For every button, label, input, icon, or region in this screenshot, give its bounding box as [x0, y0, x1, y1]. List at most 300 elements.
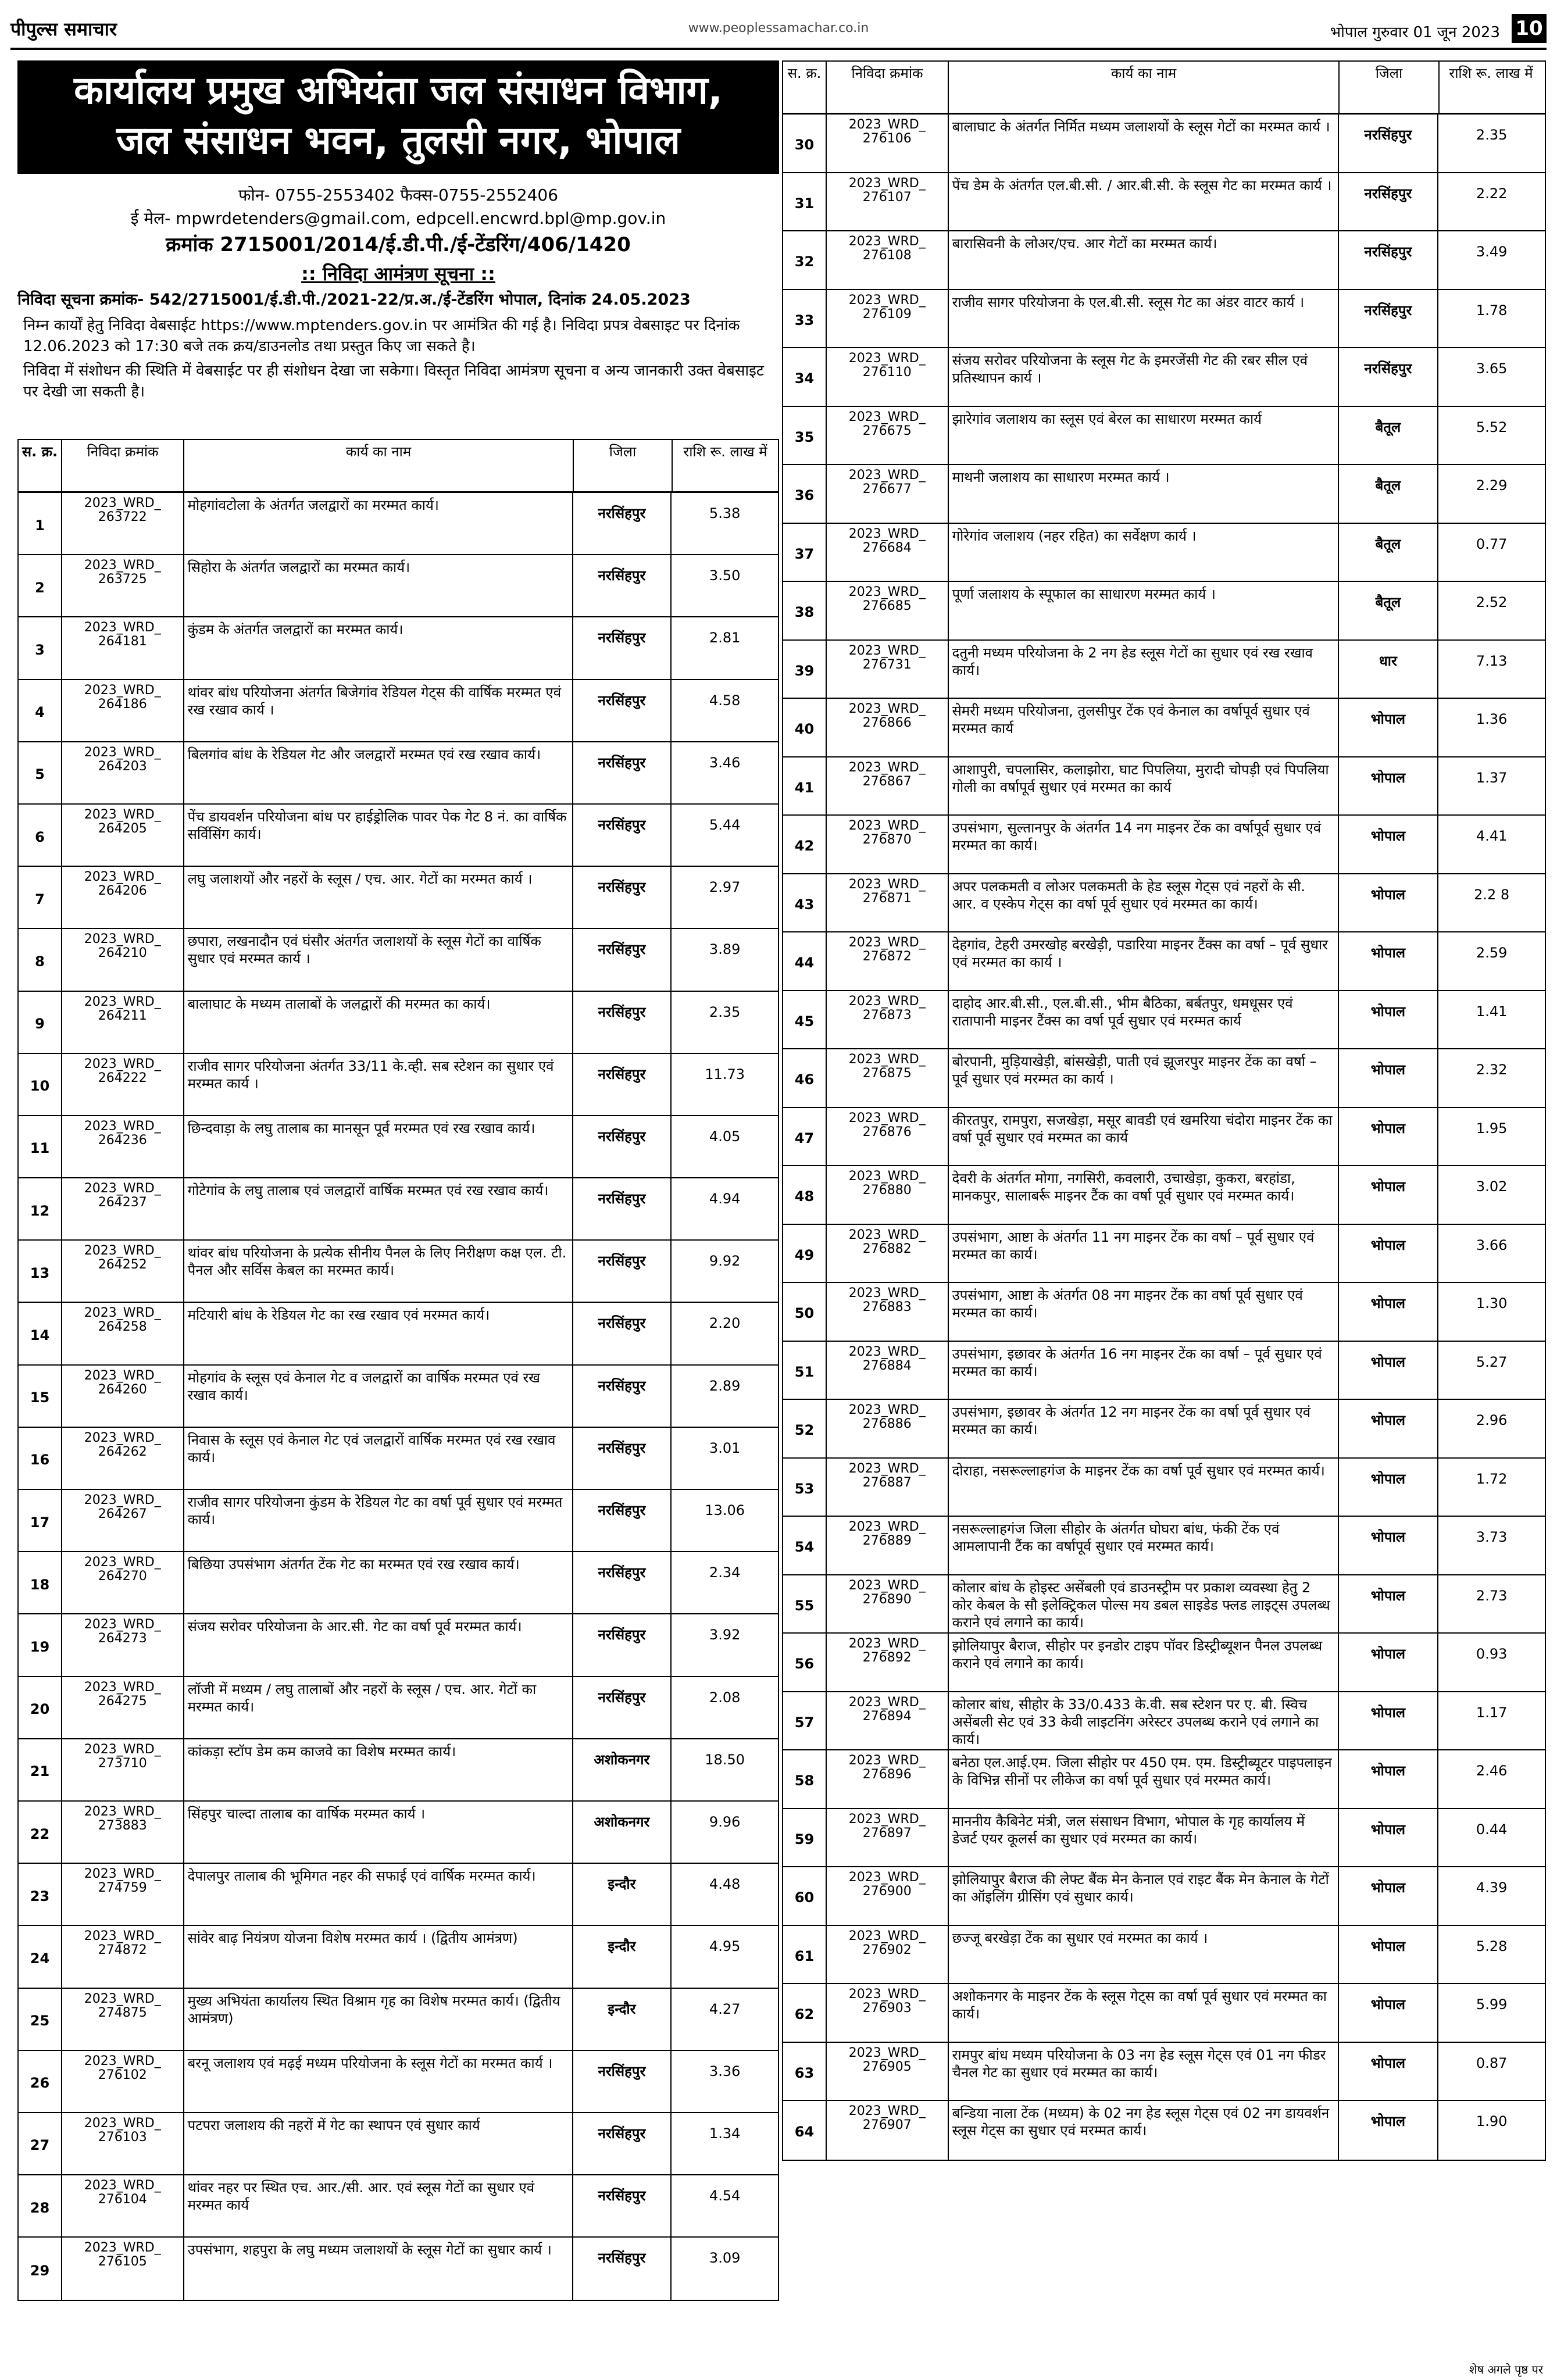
district: नरसिंहपुर	[1339, 348, 1439, 406]
tender-number: 2023_WRD_ 276109	[827, 290, 949, 348]
table-row	[783, 173, 1545, 232]
district: नरसिंहपुर	[573, 1490, 672, 1551]
district: बैतूल	[1339, 582, 1439, 639]
table-row	[783, 290, 1545, 349]
serial-number: 9	[19, 992, 62, 1053]
notice-title: :: निविदा आमंत्रण सूचना ::	[301, 263, 495, 285]
serial-number: 54	[783, 1517, 827, 1574]
tender-number: 2023_WRD_ 276882	[827, 1225, 949, 1282]
serial-number: 27	[19, 2113, 62, 2174]
serial-number: 12	[19, 1178, 62, 1239]
serial-number: 7	[19, 867, 62, 928]
work-name: पेंच डायवर्शन परियोजना बांध पर हाईड्रोलिक पावर पेक गेट 8 नं. का वार्षिक सर्विसिंग कार्य।	[184, 805, 573, 866]
amount-lakh: 3.46	[709, 754, 741, 771]
serial-number: 49	[783, 1225, 827, 1282]
serial-number: 14	[19, 1303, 62, 1364]
serial-number: 25	[19, 1989, 62, 2050]
district: धार	[1339, 641, 1439, 698]
work-name: पूर्णा जलाशय के स्पूफाल का साधारण मरम्मत कार्य ।	[949, 582, 1339, 639]
amount-lakh: 4.94	[709, 1191, 741, 1207]
amount-lakh: 1.36	[1476, 711, 1508, 727]
district: नरसिंहपुर	[573, 2051, 672, 2112]
amount-lakh: 3.66	[1476, 1237, 1508, 1253]
serial-number: 35	[783, 407, 827, 464]
tender-table-left	[17, 439, 779, 2301]
table-row	[783, 1692, 1545, 1751]
amount-lakh: 3.36	[709, 2063, 741, 2079]
notice-paragraph-2: निविदा में संशोधन की स्थिति में वेबसाईट पर ही संशोधन देखा जा सकेगा। विस्तृत निविदा आमंत्रण सूचना व अन्य जानकारी उक्त वेबसाइट पर देखी जा सकती है।	[23, 362, 765, 401]
serial-number: 56	[783, 1634, 827, 1691]
amount-lakh: 3.50	[709, 567, 741, 584]
tender-number: 2023_WRD_ 264252	[62, 1241, 184, 1302]
district: नरसिंहपुर	[1339, 115, 1439, 172]
district: नरसिंहपुर	[573, 2175, 672, 2236]
district: नरसिंहपुर	[573, 1054, 672, 1115]
district: नरसिंहपुर	[573, 680, 672, 741]
table-row	[19, 1428, 778, 1490]
amount-lakh: 5.44	[709, 816, 741, 833]
serial-number: 37	[783, 524, 827, 581]
district: भोपाल	[1339, 932, 1439, 990]
work-name: थांवर नहर पर स्थित एच. आर./सी. आर. एवं स्लूस गेटों का सुधार एवं मरम्मत कार्य	[184, 2175, 573, 2236]
tender-number: 2023_WRD_ 264273	[62, 1614, 184, 1675]
table-body	[19, 493, 778, 2300]
office-header-banner	[17, 60, 779, 174]
serial-number: 41	[783, 757, 827, 815]
work-name: उपसंभाग, इछावर के अंतर्गत 12 नग माइनर टेंक का वर्षा पूर्व सुधार एवं मरम्मत का कार्य।	[949, 1400, 1339, 1457]
tender-number: 2023_WRD_ 264211	[62, 992, 184, 1053]
table-row	[19, 1864, 778, 1926]
table-row	[19, 1802, 778, 1864]
table-header	[19, 439, 778, 493]
office-title-line2: जल संसाधन भवन, तुलसी नगर, भोपाल	[116, 118, 680, 163]
amount-lakh: 2.59	[1476, 945, 1508, 961]
tender-number: 2023_WRD_ 276871	[827, 874, 949, 932]
serial-number: 42	[783, 816, 827, 873]
work-name: माथनी जलाशय का साधारण मरम्मत कार्य ।	[949, 465, 1339, 523]
table-row	[19, 1739, 778, 1802]
tender-number: 2023_WRD_ 276902	[827, 1926, 949, 1984]
tender-number: 2023_WRD_ 276872	[827, 932, 949, 990]
tender-number: 2023_WRD_ 276880	[827, 1166, 949, 1224]
work-name: झारेगांव जलाशय का स्लूस एवं बेरल का साधारण मरम्मत कार्य	[949, 407, 1339, 464]
amount-lakh: 1.78	[1476, 302, 1508, 319]
amount-lakh: 1.17	[1476, 1704, 1508, 1721]
serial-number: 28	[19, 2175, 62, 2236]
serial-number: 11	[19, 1116, 62, 1177]
tender-table-right	[782, 60, 1546, 2161]
work-name: छज्जू बरखेड़ा टेंक का सुधार एवं मरम्मत का कार्य ।	[949, 1926, 1339, 1984]
table-row	[783, 1634, 1545, 1692]
tender-number: 2023_WRD_ 276684	[827, 524, 949, 581]
work-name: रामपुर बांध मध्यम परियोजना के 03 नग हेड स्लूस गेट्स एवं 01 नग फीडर चैनल गेट का सुधार एवं मरम्मत का कार्य।	[949, 2043, 1339, 2100]
work-name: थांवर बांध परियोजना के प्रत्येक सीनीय पैनल के लिए निरीक्षण कक्ष एल. टी. पैनल और सर्विस केबल का मरम्मत कार्य।	[184, 1241, 573, 1302]
serial-number: 36	[783, 465, 827, 523]
tender-number: 2023_WRD_ 276892	[827, 1634, 949, 1691]
header-work: कार्य का नाम	[949, 62, 1340, 113]
amount-lakh: 1.72	[1476, 1470, 1508, 1487]
header-amount: राशि रू. लाख में	[683, 444, 767, 460]
work-name: राजीव सागर परियोजना के एल.बी.सी. स्लूस गेट का अंडर वाटर कार्य ।	[949, 290, 1339, 348]
table-row	[19, 2175, 778, 2238]
serial-number: 24	[19, 1926, 62, 1987]
phone-fax: फोन- 0755-2553402 फैक्स-0755-2552406	[238, 185, 559, 205]
tender-number: 2023_WRD_ 264181	[62, 617, 184, 678]
serial-number: 61	[783, 1926, 827, 1984]
tender-number: 2023_WRD_ 274759	[62, 1864, 184, 1925]
district: भोपाल	[1339, 1400, 1439, 1457]
header-sn: स. क्र.	[19, 440, 62, 491]
district: भोपाल	[1339, 874, 1439, 932]
amount-lakh: 2.52	[1476, 594, 1508, 610]
work-name: सांवेर बाढ़ नियंत्रण योजना विशेष मरम्मत कार्य । (द्वितीय आमंत्रण)	[184, 1926, 573, 1987]
serial-number: 50	[783, 1283, 827, 1341]
district: नरसिंहपुर	[1339, 173, 1439, 231]
district: भोपाल	[1339, 1575, 1439, 1633]
work-name: कांकड़ा स्टॉप डेम कम काजवे का विशेष मरम्मत कार्य।	[184, 1739, 573, 1800]
district: भोपाल	[1339, 1634, 1439, 1691]
table-row	[783, 348, 1545, 407]
serial-number: 64	[783, 2101, 827, 2160]
district: भोपाल	[1339, 1867, 1439, 1925]
table-row	[19, 1241, 778, 1303]
tender-number: 2023_WRD_ 264203	[62, 742, 184, 803]
tender-number: 2023_WRD_ 276105	[62, 2238, 184, 2300]
amount-lakh: 2.89	[709, 1377, 741, 1394]
email-line: ई मेल- mpwrdetenders@gmail.com, edpcell.encwrd.bpl@mp.gov.in	[130, 209, 666, 228]
tender-number: 2023_WRD_ 276870	[827, 816, 949, 873]
table-row	[783, 699, 1545, 757]
table-row	[783, 524, 1545, 583]
serial-number: 59	[783, 1809, 827, 1867]
serial-number: 23	[19, 1864, 62, 1925]
district: भोपाल	[1339, 1049, 1439, 1107]
work-name: बालाघाट के अंतर्गत निर्मित मध्यम जलाशयों के स्लूस गेटों का मरम्मत कार्य ।	[949, 115, 1339, 172]
work-name: अपर पलकमती व लोअर पलकमती के हेड स्लूस गेट्स एवं नहरों के सी. आर. व एस्केप गेट्स का वर्षा पूर्व सुधार एवं मरम्मत का कार्य।	[949, 874, 1339, 932]
serial-number: 18	[19, 1552, 62, 1613]
work-name: दाहोद आर.बी.सी., एल.बी.सी., भीम बैठिका, बर्बतपुर, धमधूसर एवं रातापानी माइनर टैंक्स का वर्षा पूर्व सुधार एवं मरम्मत कार्य	[949, 991, 1339, 1049]
table-row	[783, 1108, 1545, 1167]
tender-number: 2023_WRD_ 264270	[62, 1552, 184, 1613]
work-name: गोरेगांव जलाशय (नहर रहित) का सर्वेक्षण कार्य ।	[949, 524, 1339, 581]
serial-number: 58	[783, 1750, 827, 1808]
amount-lakh: 0.87	[1476, 2054, 1508, 2071]
serial-number: 53	[783, 1459, 827, 1516]
serial-number: 40	[783, 699, 827, 756]
district: नरसिंहपुर	[573, 992, 672, 1053]
amount-lakh: 3.92	[709, 1627, 741, 1643]
district: भोपाल	[1339, 1926, 1439, 1984]
serial-number: 3	[19, 617, 62, 678]
amount-lakh: 0.93	[1476, 1646, 1508, 1662]
work-name: उपसंभाग, शहपुरा के लघु मध्यम जलाशयों के स्लूस गेटों का सुधार कार्य ।	[184, 2238, 573, 2300]
tender-number: 2023_WRD_ 264210	[62, 929, 184, 990]
table-row	[783, 1575, 1545, 1634]
table-row	[783, 2043, 1545, 2102]
serial-number: 38	[783, 582, 827, 639]
amount-lakh: 0.44	[1476, 1821, 1508, 1838]
district: बैतूल	[1339, 524, 1439, 581]
amount-lakh: 13.06	[705, 1502, 745, 1518]
work-name: दोराहा, नसरूल्लाहगंज के माइनर टेंक का वर्षा पूर्व सुधार एवं मरम्मत कार्य।	[949, 1459, 1339, 1516]
serial-number: 43	[783, 874, 827, 932]
amount-lakh: 5.27	[1476, 1353, 1508, 1370]
table-header	[783, 60, 1545, 115]
serial-number: 19	[19, 1614, 62, 1675]
work-name: दतुनी मध्यम परियोजना के 2 नग हेड स्लूस गेटों का सुधार एवं रख रखाव कार्य।	[949, 641, 1339, 698]
district: भोपाल	[1339, 1166, 1439, 1224]
serial-number: 34	[783, 348, 827, 406]
district: अशोकनगर	[573, 1739, 672, 1800]
district: बैतूल	[1339, 407, 1439, 464]
header-work: कार्य का नाम	[184, 440, 574, 491]
serial-number: 63	[783, 2043, 827, 2100]
work-name: सिहोरा के अंतर्गत जलद्वारों का मरम्मत कार्य।	[184, 555, 573, 616]
tender-number: 2023_WRD_ 276900	[827, 1867, 949, 1925]
work-name: देपालपुर तालाब की भूमिगत नहर की सफाई एवं वार्षिक मरम्मत कार्य।	[184, 1864, 573, 1925]
work-name: कोलार बांध, सीहोर के 33/0.433 के.वी. सब स्टेशन पर ए. बी. स्विच असेंबली सेट एवं 33 केवी लाइटनिंग अरेस्टर उपलब्ध कराने एवं लगाने का कार्य।	[949, 1692, 1339, 1750]
serial-number: 6	[19, 805, 62, 866]
table-row	[783, 1166, 1545, 1225]
amount-lakh: 5.99	[1476, 1996, 1508, 2013]
tender-number: 2023_WRD_ 264205	[62, 805, 184, 866]
work-name: पेंच डेम के अंतर्गत एल.बी.सी. / आर.बी.सी. के स्लूस गेट का मरम्मत कार्य ।	[949, 173, 1339, 231]
amount-lakh: 3.65	[1476, 360, 1508, 377]
serial-number: 55	[783, 1575, 827, 1633]
work-name: राजीव सागर परियोजना कुंडम के रेडियल गेट का वर्षा पूर्व सुधार एवं मरम्मत कार्य।	[184, 1490, 573, 1551]
amount-lakh: 1.90	[1476, 2113, 1508, 2129]
table-row	[783, 231, 1545, 290]
tender-number: 2023_WRD_ 276897	[827, 1809, 949, 1867]
table-row	[19, 1677, 778, 1739]
tender-number: 2023_WRD_ 276905	[827, 2043, 949, 2100]
district: भोपाल	[1339, 2043, 1439, 2100]
district: भोपाल	[1339, 1342, 1439, 1399]
serial-number: 29	[19, 2238, 62, 2300]
amount-lakh: 2.29	[1476, 477, 1508, 494]
serial-number: 15	[19, 1366, 62, 1427]
table-row	[19, 929, 778, 991]
amount-lakh: 2.32	[1476, 1062, 1508, 1078]
table-row	[783, 1809, 1545, 1868]
table-row	[19, 555, 778, 617]
work-name: बारासिवनी के लोअर/एच. आर गेटों का मरम्मत कार्य।	[949, 231, 1339, 289]
table-row	[783, 1342, 1545, 1400]
work-name: देहगांव, टेहरी उमरखोह बरखेड़ी, पडारिया माइनर टैंक्स का वर्षा – पूर्व सुधार एवं मरम्मत का कार्य ।	[949, 932, 1339, 990]
amount-lakh: 3.73	[1476, 1529, 1508, 1545]
district: भोपाल	[1339, 1984, 1439, 2042]
masthead	[10, 13, 1547, 50]
amount-lakh: 4.95	[709, 1938, 741, 1955]
tender-number: 2023_WRD_ 263722	[62, 493, 184, 554]
district: नरसिंहपुर	[1339, 290, 1439, 348]
amount-lakh: 9.96	[709, 1813, 741, 1830]
work-name: नसरूल्लाहगंज जिला सीहोर के अंतर्गत घोघरा बांध, फंकी टेंक एवं आमलापानी टैंक का वर्षापूर्व सुधार एवं मरम्मत कार्य।	[949, 1517, 1339, 1574]
district: इन्दौर	[573, 1989, 672, 2050]
table-row	[19, 1366, 778, 1428]
serial-number: 44	[783, 932, 827, 990]
tender-number: 2023_WRD_ 264186	[62, 680, 184, 741]
amount-lakh: 2.97	[709, 879, 741, 896]
tender-number: 2023_WRD_ 276894	[827, 1692, 949, 1750]
table-row	[19, 2051, 778, 2113]
work-name: मोहगांव के स्लूस एवं केनाल गेट व जलद्वारों का वार्षिक मरम्मत एवं रख रखाव कार्य।	[184, 1366, 573, 1427]
district: नरसिंहपुर	[573, 2238, 672, 2300]
page-number: 10	[1512, 14, 1547, 43]
district: भोपाल	[1339, 1108, 1439, 1166]
district: अशोकनगर	[573, 1802, 672, 1863]
serial-number: 26	[19, 2051, 62, 2112]
table-row	[783, 115, 1545, 173]
table-row	[783, 1867, 1545, 1926]
amount-lakh: 3.89	[709, 941, 741, 958]
tender-number: 2023_WRD_ 264237	[62, 1178, 184, 1239]
district: नरसिंहपुर	[573, 742, 672, 803]
district: भोपाल	[1339, 816, 1439, 873]
serial-number: 30	[783, 115, 827, 172]
tender-number: 2023_WRD_ 276903	[827, 1984, 949, 2042]
district: भोपाल	[1339, 1283, 1439, 1341]
table-row	[783, 582, 1545, 641]
reference-number: क्रमांक 2715001/2014/ई.डी.पी./ई-टेंडरिंग/406/1420	[166, 233, 631, 256]
table-row	[19, 2238, 778, 2300]
district: इन्दौर	[573, 1926, 672, 1987]
amount-lakh: 2.2 8	[1474, 886, 1510, 903]
tender-number: 2023_WRD_ 264206	[62, 867, 184, 928]
district: नरसिंहपुर	[573, 493, 672, 554]
amount-lakh: 4.58	[709, 692, 741, 709]
header-amount: राशि रू. लाख में	[1449, 65, 1533, 81]
district: नरसिंहपुर	[573, 1366, 672, 1427]
serial-number: 57	[783, 1692, 827, 1750]
work-name: छपारा, लखनादौन एवं घंसौर अंतर्गत जलाशयों के स्लूस गेटों का वार्षिक सुधार एवं मरम्मत कार्य ।	[184, 929, 573, 990]
district: नरसिंहपुर	[573, 1552, 672, 1613]
district: भोपाल	[1339, 1517, 1439, 1574]
work-name: लघु जलाशयों और नहरों के स्लूस / एच. आर. गेटों का मरम्मत कार्य ।	[184, 867, 573, 928]
serial-number: 62	[783, 1984, 827, 2042]
work-name: देवरी के अंतर्गत मोगा, नगसिरी, कवलारी, उचाखेड़ा, कुकरा, बरहांडा, मानकपुर, सालाबर्रू माइनर टैंक का वर्षा पूर्व सुधार एवं मरम्मत कार्य।	[949, 1166, 1339, 1224]
amount-lakh: 2.08	[709, 1689, 741, 1706]
tender-number: 2023_WRD_ 274872	[62, 1926, 184, 1987]
tender-number: 2023_WRD_ 276867	[827, 757, 949, 815]
amount-lakh: 5.52	[1476, 419, 1508, 435]
work-name: मोहगांवटोला के अंतर्गत जलद्वारों का मरम्मत कार्य।	[184, 493, 573, 554]
table-row	[19, 2113, 778, 2175]
tender-number: 2023_WRD_ 273883	[62, 1802, 184, 1863]
district: भोपाल	[1339, 1459, 1439, 1516]
work-name: झोलियापुर बैराज की लेफ्ट बैंक मेन केनाल एवं राइट बैंक मेन केनाल के गेटों का ऑइलिंग ग्रीसिंग एवं सुधार कार्य।	[949, 1867, 1339, 1925]
table-row	[19, 680, 778, 742]
work-name: निवास के स्लूस एवं केनाल गेट एवं जलद्वारों वार्षिक मरम्मत एवं रख रखाव कार्य।	[184, 1428, 573, 1489]
amount-lakh: 2.34	[709, 1564, 741, 1581]
serial-number: 2	[19, 555, 62, 616]
table-row	[19, 1552, 778, 1614]
work-name: उपसंभाग, आष्टा के अंतर्गत 11 नग माइनर टेंक का वर्षा – पूर्व सुधार एवं मरम्मत का कार्य।	[949, 1225, 1339, 1282]
table-row	[783, 757, 1545, 816]
amount-lakh: 5.28	[1476, 1938, 1508, 1954]
notice-reference: निविदा सूचना क्रमांक- 542/2715001/ई.डी.पी./2021-22/प्र.अ./ई-टेंडरिंग भोपाल, दिनांक 24.05.2023	[17, 291, 691, 309]
tender-number: 2023_WRD_ 264262	[62, 1428, 184, 1489]
amount-lakh: 1.37	[1476, 769, 1508, 786]
table-row	[19, 867, 778, 929]
table-row	[19, 992, 778, 1054]
serial-number: 5	[19, 742, 62, 803]
district: नरसिंहपुर	[573, 1428, 672, 1489]
tender-number: 2023_WRD_ 276675	[827, 407, 949, 464]
tender-number: 2023_WRD_ 264267	[62, 1490, 184, 1551]
header-district: जिला	[1340, 62, 1440, 113]
district: नरसिंहपुर	[573, 929, 672, 990]
table-row	[19, 1926, 778, 1988]
district: नरसिंहपुर	[573, 1241, 672, 1302]
table-row	[19, 1303, 778, 1365]
serial-number: 51	[783, 1342, 827, 1399]
district: नरसिंहपुर	[1339, 231, 1439, 289]
table-row	[783, 1283, 1545, 1342]
work-name: बोरपानी, मुड़ियाखेड़ी, बांसखेड़ी, पाती एवं झूजरपुर माइनर टेंक का वर्षा – पूर्व सुधार एवं मरम्मत का कार्य ।	[949, 1049, 1339, 1107]
table-row	[783, 407, 1545, 466]
tender-number: 2023_WRD_ 276103	[62, 2113, 184, 2174]
amount-lakh: 2.35	[1476, 127, 1508, 143]
amount-lakh: 3.01	[709, 1439, 741, 1456]
district: नरसिंहपुर	[573, 1178, 672, 1239]
work-name: उपसंभाग, इछावर के अंतर्गत 16 नग माइनर टेंक का वर्षा – पूर्व सुधार एवं मरम्मत का कार्य।	[949, 1342, 1339, 1399]
amount-lakh: 3.49	[1476, 244, 1508, 260]
tender-number: 2023_WRD_ 276102	[62, 2051, 184, 2112]
tender-number: 2023_WRD_ 276875	[827, 1049, 949, 1107]
tender-number: 2023_WRD_ 264222	[62, 1054, 184, 1115]
work-name: संजय सरोवर परियोजना के स्लूस गेट के इमरजेंसी गेट की रबर सील एवं प्रतिस्थापन कार्य ।	[949, 348, 1339, 406]
work-name: मटियारी बांध के रेडियल गेट का रख रखाव एवं मरम्मत कार्य।	[184, 1303, 573, 1364]
table-row	[783, 1225, 1545, 1284]
tender-number: 2023_WRD_ 276884	[827, 1342, 949, 1399]
work-name: छिन्दवाड़ा के लघु तालाब का मानसून पूर्व मरम्मत एवं रख रखाव कार्य।	[184, 1116, 573, 1177]
amount-lakh: 7.13	[1476, 652, 1508, 669]
header-district: जिला	[574, 440, 673, 491]
table-row	[783, 1517, 1545, 1575]
serial-number: 39	[783, 641, 827, 698]
district: नरसिंहपुर	[573, 617, 672, 678]
table-row	[19, 1178, 778, 1241]
district: नरसिंहपुर	[573, 1116, 672, 1177]
tender-number: 2023_WRD_ 276677	[827, 465, 949, 523]
tender-number: 2023_WRD_ 263725	[62, 555, 184, 616]
serial-number: 48	[783, 1166, 827, 1224]
table-row	[19, 742, 778, 805]
amount-lakh: 4.54	[709, 2188, 741, 2204]
amount-lakh: 4.41	[1476, 828, 1508, 844]
table-row	[19, 1490, 778, 1552]
amount-lakh: 1.34	[709, 2125, 741, 2142]
tender-number: 2023_WRD_ 264260	[62, 1366, 184, 1427]
work-name: सेमरी मध्यम परियोजना, तुलसीपुर टेंक एवं केनाल का वर्षापूर्व सुधार एवं मरम्मत कार्य	[949, 699, 1339, 756]
table-row	[783, 1459, 1545, 1517]
work-name: कीरतपुर, रामपुरा, सजखेड़ा, मसूर बावडी एवं खमरिया चंदोरा माइनर टेंक का वर्षा पूर्व सुधार एवं मरम्मत का कार्य	[949, 1108, 1339, 1166]
table-row	[19, 1989, 778, 2051]
work-name: उपसंभाग, सुल्तानपुर के अंतर्गत 14 नग माइनर टेंक का वर्षापूर्व सुधार एवं मरम्मत का कार्य।	[949, 816, 1339, 873]
tender-number: 2023_WRD_ 276876	[827, 1108, 949, 1166]
tender-number: 2023_WRD_ 274875	[62, 1989, 184, 2050]
work-name: सिंहपुर चाल्दा तालाब का वार्षिक मरम्मत कार्य ।	[184, 1802, 573, 1863]
district: नरसिंहपुर	[573, 805, 672, 866]
amount-lakh: 4.48	[709, 1876, 741, 1893]
amount-lakh: 2.20	[709, 1315, 741, 1332]
work-name: बरनू जलाशय एवं मढ़ई मध्यम परियोजना के स्लूस गेटों का मरम्मत कार्य ।	[184, 2051, 573, 2112]
amount-lakh: 1.41	[1476, 1003, 1508, 1020]
amount-lakh: 2.35	[709, 1003, 741, 1020]
work-name: लॉजी में मध्यम / लघु तालाबों और नहरों के स्लूस / एच. आर. गेटों का मरम्मत कार्य।	[184, 1677, 573, 1738]
tender-number: 2023_WRD_ 276104	[62, 2175, 184, 2236]
